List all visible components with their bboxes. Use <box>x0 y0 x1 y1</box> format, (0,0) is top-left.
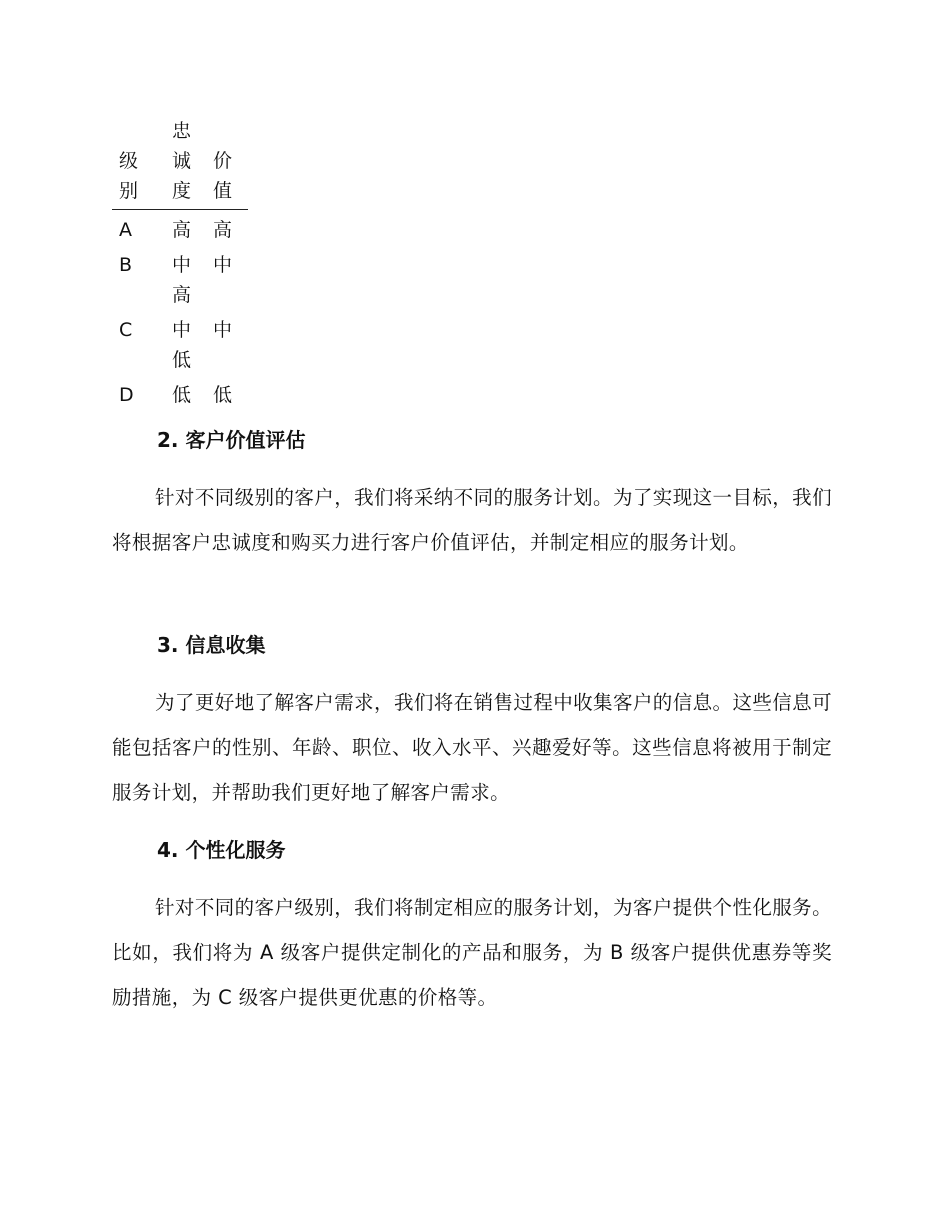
cell-loyalty: 低 <box>172 384 192 406</box>
header-value: 价 值 <box>202 116 248 210</box>
section-heading: 2. 客户价值评估 <box>157 428 306 452</box>
table-row <box>112 315 248 380</box>
cell-level: C <box>119 319 133 341</box>
section-heading: 4. 个性化服务 <box>157 838 286 862</box>
cell-value: 低 <box>213 384 233 406</box>
cell-loyalty: 中 高 <box>172 254 192 306</box>
cell-loyalty: 中 低 <box>172 319 192 371</box>
cell-value: 高 <box>213 219 233 241</box>
table-row <box>112 250 248 315</box>
cell-value: 中 <box>213 319 233 341</box>
table-row <box>112 380 248 415</box>
customer-level-table <box>112 116 248 415</box>
table-row <box>112 210 248 251</box>
section-heading: 3. 信息收集 <box>157 633 266 657</box>
cell-value: 中 <box>213 254 233 276</box>
header-loyalty: 忠 诚 度 <box>159 116 202 210</box>
section-paragraph: 针对不同的客户级别，我们将制定相应的服务计划，为客户提供个性化服务。比如，我们将为 A 级客户提供定制化的产品和服务，为 B 级客户提供优惠券等奖励措施，为 C 级客户提供更优惠的价格等。 <box>112 896 832 1009</box>
cell-level: A <box>119 219 132 241</box>
cell-level: D <box>119 384 134 406</box>
cell-loyalty: 高 <box>172 219 192 241</box>
cell-level: B <box>119 254 133 276</box>
table-header-row <box>112 116 248 210</box>
header-level: 级 别 <box>112 116 159 210</box>
section-paragraph: 针对不同级别的客户，我们将采纳不同的服务计划。为了实现这一目标，我们将根据客户忠诚度和购买力进行客户价值评估，并制定相应的服务计划。 <box>112 486 832 554</box>
section-paragraph: 为了更好地了解客户需求，我们将在销售过程中收集客户的信息。这些信息可能包括客户的性别、年龄、职位、收入水平、兴趣爱好等。这些信息将被用于制定服务计划，并帮助我们更好地了解客户需求。 <box>112 691 832 804</box>
